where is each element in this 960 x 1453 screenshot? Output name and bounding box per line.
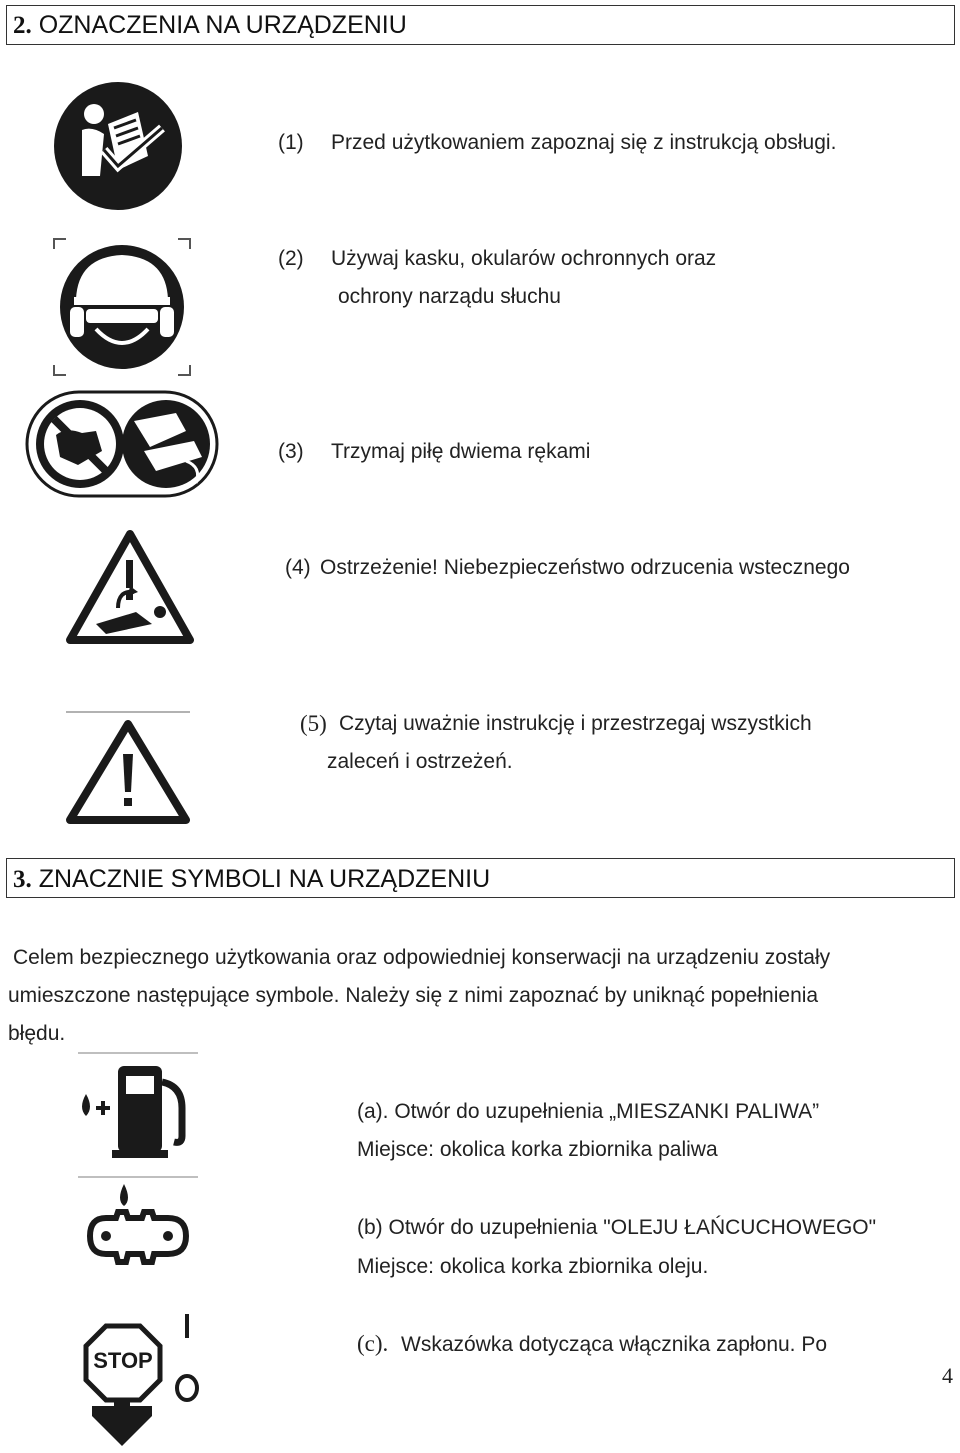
fuel-pump-icon xyxy=(74,1052,200,1162)
read-manual-icon xyxy=(52,80,184,212)
item-4-number xyxy=(285,557,311,578)
section-3-title xyxy=(13,865,490,894)
intro-line-2: umieszczone następujące symbole. Należy się z nimi zapoznać by uniknąć popełnienia xyxy=(8,984,819,1007)
protective-gear-icon xyxy=(52,237,192,377)
symbol-a-location: Miejsce: okolica korka zbiornika paliwa xyxy=(357,1138,718,1161)
page-number: 4 xyxy=(942,1363,953,1388)
section-3-title-text: ZNACZNIE SYMBOLI NA URZĄDZENIU xyxy=(38,865,491,893)
section-2-number: 2. xyxy=(13,12,32,39)
two-hands-icon xyxy=(26,391,218,497)
symbol-a-label: (a). Otwór do uzupełnienia „MIESZANKI PALIWA” xyxy=(357,1100,820,1123)
item-1-number: (1) xyxy=(278,131,304,154)
chain-oil-icon xyxy=(76,1176,200,1286)
item-4-number-text: (4) xyxy=(285,556,311,579)
kickback-warning-icon xyxy=(66,530,194,645)
item-3-text: Trzymaj piłę dwiema rękami xyxy=(331,440,591,463)
item-1-text: Przed użytkowaniem zapoznaj się z instrukcją obsługi. xyxy=(331,131,837,154)
intro-line-3: błędu. xyxy=(8,1022,66,1045)
symbol-b-location: Miejsce: okolica korka zbiornika oleju. xyxy=(357,1255,709,1278)
item-2-number: (2) xyxy=(278,247,304,270)
item-3-number: (3) xyxy=(278,440,304,463)
warning-triangle-icon xyxy=(64,710,192,825)
item-2-text: Używaj kasku, okularów ochronnych oraz xyxy=(331,247,717,270)
item-5-number: (5) xyxy=(300,711,327,736)
intro-line-1: Celem bezpiecznego użytkowania oraz odpowiedniej konserwacji na urządzeniu zostały xyxy=(13,946,831,969)
symbol-c-label: Wskazówka dotycząca włącznika zapłonu. Po xyxy=(401,1333,828,1356)
item-4-text: Ostrzeżenie! Niebezpieczeństwo odrzucenia wstecznego xyxy=(320,556,850,579)
symbol-b-label: (b) Otwór do uzupełnienia "OLEJU ŁAŃCUCHOWEGO" xyxy=(357,1216,877,1239)
item-5-text-line2: zaleceń i ostrzeżeń. xyxy=(327,750,513,773)
section-2-title-text: OZNACZENIA NA URZĄDZENIU xyxy=(38,11,407,39)
symbol-c-number: (c). xyxy=(357,1331,389,1356)
item-2-text-line2: ochrony narządu słuchu xyxy=(338,285,561,308)
stop-sign-text: STOP xyxy=(93,1348,153,1373)
item-5-text: Czytaj uważnie instrukcję i przestrzegaj wszystkich xyxy=(339,712,812,735)
stop-switch-icon xyxy=(82,1310,208,1450)
section-3-number: 3. xyxy=(13,866,32,893)
section-2-title xyxy=(13,11,407,40)
